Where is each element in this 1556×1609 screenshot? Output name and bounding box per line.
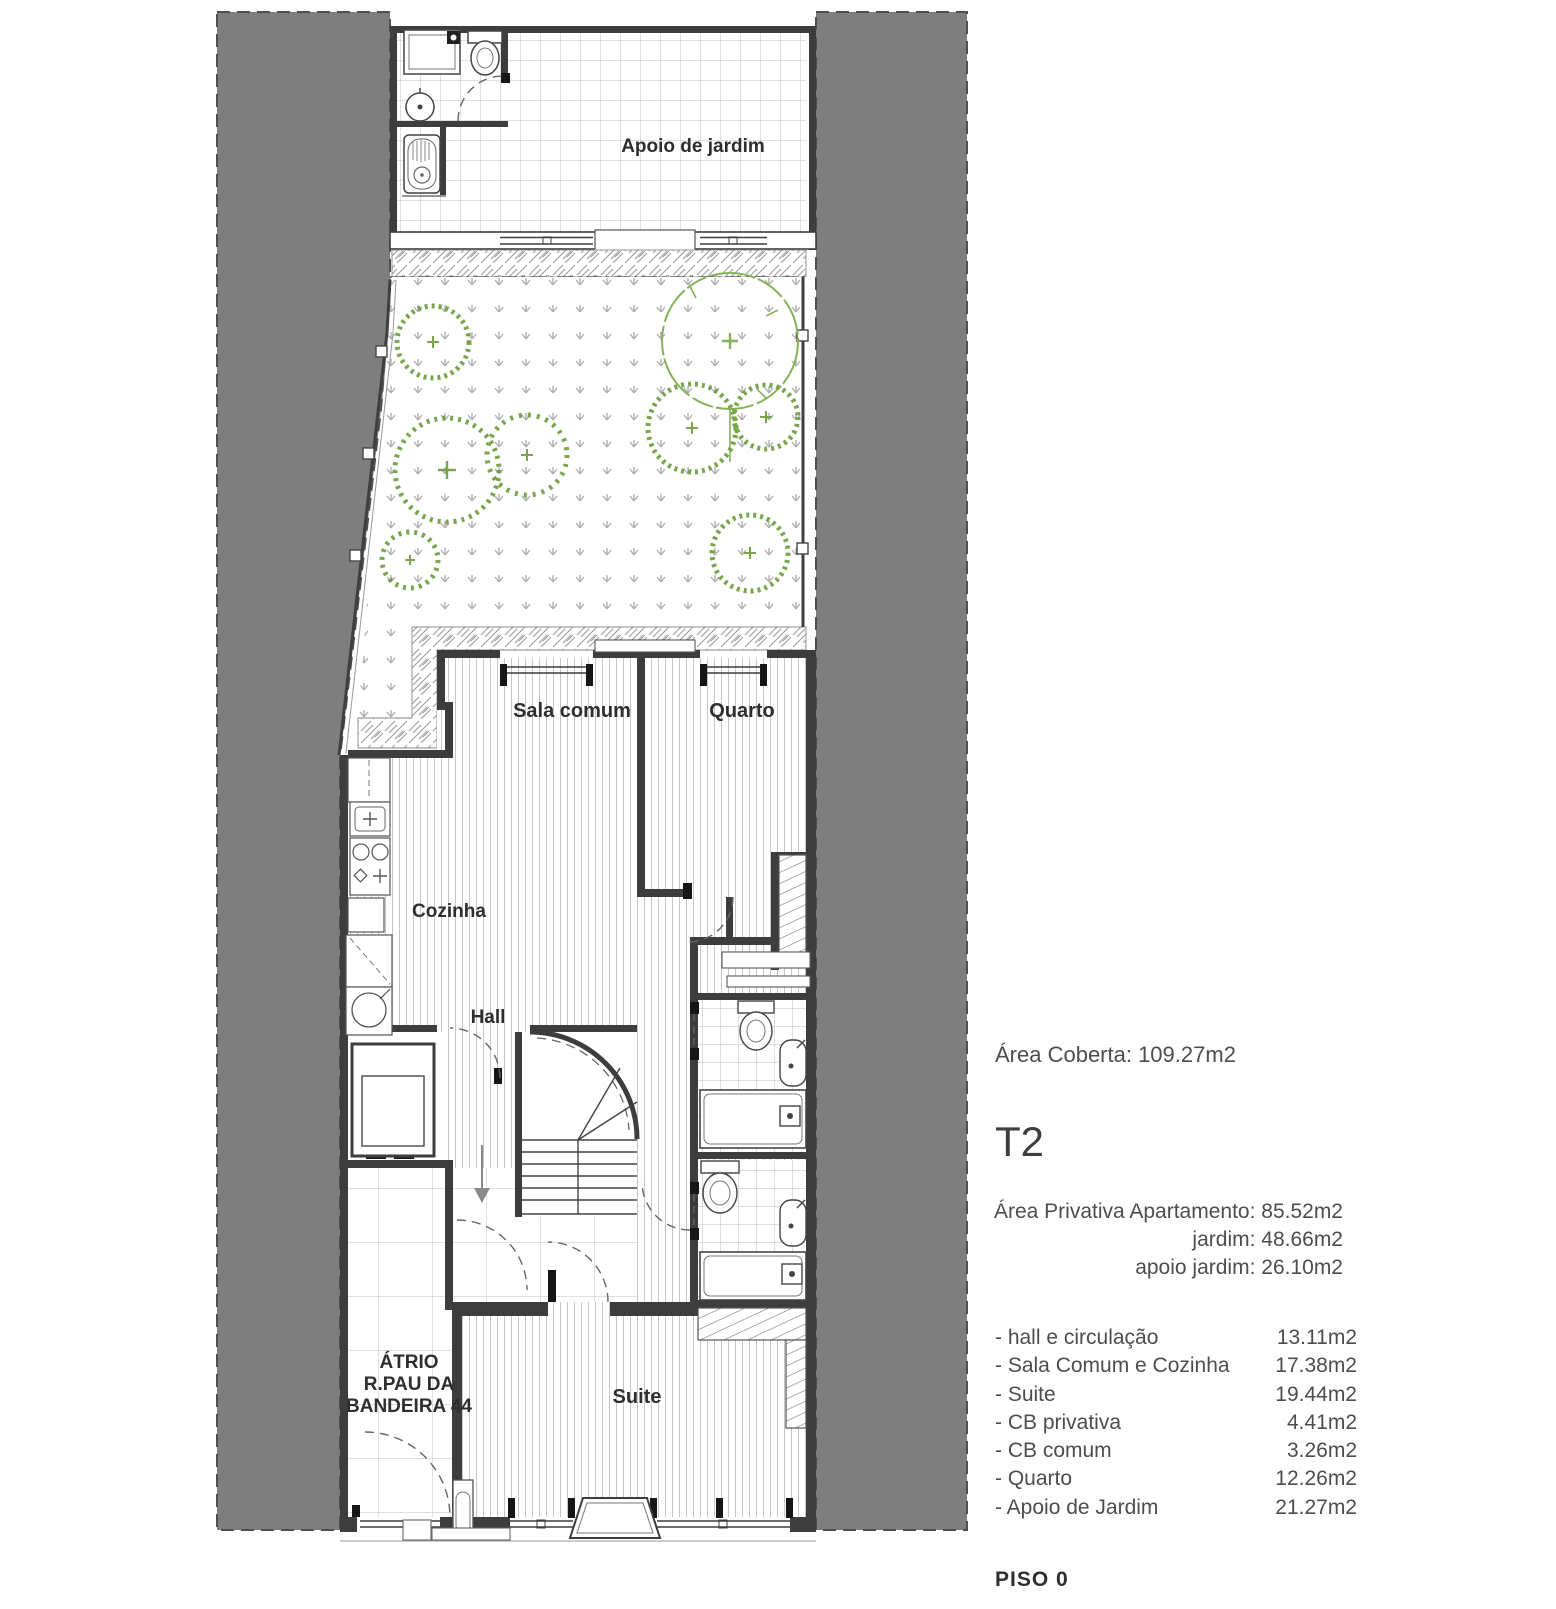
sliding-door-opening — [595, 230, 695, 251]
garden-door-threshold — [595, 640, 695, 652]
atrium-floor — [348, 1168, 452, 1517]
sink-fixture — [780, 1040, 806, 1086]
garden-support-building — [390, 26, 816, 251]
room-label-suite: Suite — [612, 1386, 662, 1408]
list-item: - Quarto 12.26m2 — [995, 1467, 1357, 1491]
list-item: - hall e circulação 13.11m2 — [995, 1326, 1357, 1349]
room-label-apoio: Apoio de jardim — [621, 136, 765, 157]
toilet-fixture — [701, 1161, 739, 1213]
list-item: - CB privativa 4.41m2 — [995, 1410, 1357, 1434]
neighbor-building-right — [816, 12, 967, 1530]
svg-text:ÁTRIO: ÁTRIO — [379, 1352, 439, 1373]
total-covered-area: Área Coberta: 109.27m2 — [995, 1042, 1236, 1067]
room-label-cozinha: Cozinha — [412, 901, 486, 922]
list-item: - Apoio de Jardim 21.27m2 — [995, 1495, 1357, 1519]
private-area-line: apoio jardim: 26.10m2 — [1135, 1256, 1343, 1279]
room-label-sala: Sala comum — [513, 700, 631, 722]
shelf — [727, 976, 810, 987]
cabinet — [722, 952, 810, 968]
paving-strip-top — [392, 250, 806, 277]
sink-fixture — [780, 1200, 806, 1246]
bay-window — [570, 1498, 660, 1538]
apartment — [340, 640, 816, 1541]
svg-text:BANDEIRA 44: BANDEIRA 44 — [346, 1396, 472, 1417]
room-label-quarto: Quarto — [709, 700, 775, 722]
list-item: - Suite 19.44m2 — [995, 1382, 1357, 1406]
svg-text:R.PAU DA: R.PAU DA — [363, 1374, 455, 1395]
stairwell-floor — [522, 1032, 637, 1217]
bathtub-fixture — [700, 1090, 806, 1148]
elevator — [352, 1044, 434, 1156]
room-label-hall: Hall — [470, 1007, 506, 1028]
kitchen-sink-fixture — [350, 802, 390, 836]
private-area-line: Área Privativa Apartamento: 85.52m2 — [993, 1200, 1343, 1223]
boiler-fixture — [447, 31, 460, 44]
unit-type-label: T2 — [995, 1118, 1045, 1165]
private-area-block — [994, 1198, 1343, 1282]
closet-suite-side — [786, 1340, 806, 1428]
toilet-fixture — [738, 1001, 774, 1050]
floor-name-label: PISO 0 — [995, 1568, 1069, 1591]
stove-fixture — [350, 838, 390, 895]
list-item: - CB comum 3.26m2 — [995, 1439, 1357, 1463]
bathtub-fixture — [404, 135, 440, 193]
closet-quarto — [779, 855, 806, 967]
closet-suite — [698, 1308, 806, 1340]
corner-sink-fixture — [346, 935, 392, 1035]
toilet-fixture — [468, 31, 502, 75]
bathtub-fixture — [700, 1252, 806, 1300]
list-item: - Sala Comum e Cozinha 17.38m2 — [995, 1354, 1357, 1378]
private-area-line: jardim: 48.66m2 — [1192, 1228, 1343, 1251]
room-area-list — [995, 1326, 1357, 1524]
